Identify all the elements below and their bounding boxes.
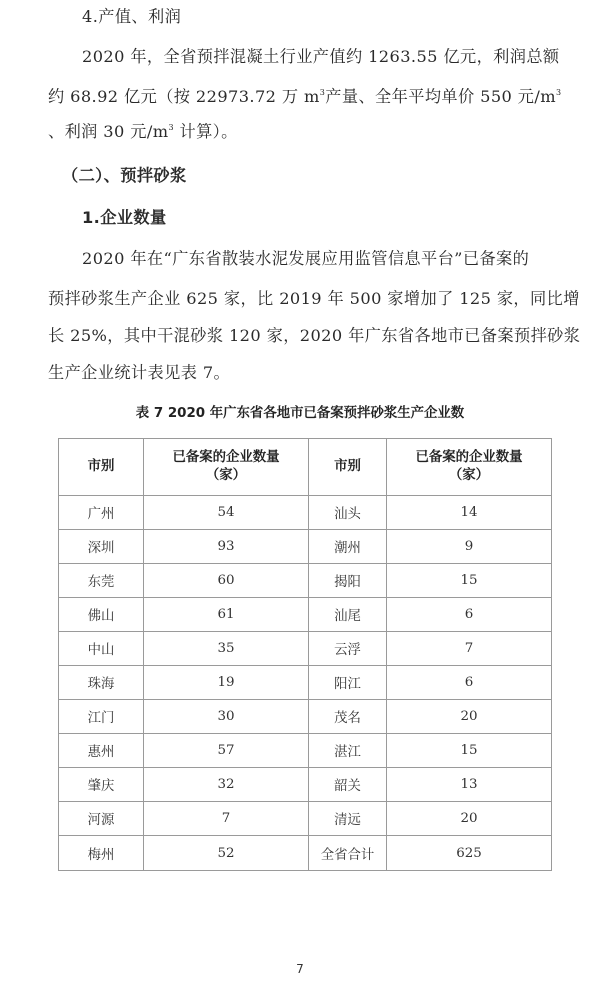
city-cell: 肇庆 [59, 768, 144, 802]
count-cell: 7 [387, 632, 552, 666]
city-cell: 云浮 [309, 632, 387, 666]
total-count-cell: 625 [387, 836, 552, 871]
superscript: 3 [319, 88, 326, 97]
text-fragment: 、利润 30 元/m [48, 122, 169, 141]
superscript: 3 [555, 88, 562, 97]
count-cell: 20 [387, 700, 552, 734]
paragraph-line: 2020 年在“广东省散装水泥发展应用监管信息平台”已备案的 [82, 249, 530, 268]
city-cell: 佛山 [59, 598, 144, 632]
table-row-total [59, 836, 552, 871]
city-cell: 茂名 [309, 700, 387, 734]
section-heading-ready-mixed-mortar: （二）、预拌砂浆 [62, 166, 187, 185]
count-cell: 61 [144, 598, 309, 632]
count-cell: 60 [144, 564, 309, 598]
city-cell: 韶关 [309, 768, 387, 802]
table-row [59, 734, 552, 768]
section-heading-output-profit: 4.产值、利润 [82, 7, 182, 26]
count-cell: 32 [144, 768, 309, 802]
count-cell: 14 [387, 496, 552, 530]
count-cell: 13 [387, 768, 552, 802]
header-line: 已备案的企业数量 [172, 450, 280, 465]
paragraph-line [48, 122, 238, 142]
city-cell: 惠州 [59, 734, 144, 768]
city-cell: 湛江 [309, 734, 387, 768]
count-cell: 20 [387, 802, 552, 836]
column-header-city: 市别 [59, 439, 144, 496]
paragraph-line: 长 25%，其中干混砂浆 120 家，2020 年广东省各地市已备案预拌砂浆 [48, 326, 581, 345]
subsection-heading-enterprise-count: 1.企业数量 [82, 208, 167, 227]
count-cell: 93 [144, 530, 309, 564]
city-cell: 潮州 [309, 530, 387, 564]
city-cell: 汕头 [309, 496, 387, 530]
count-cell: 6 [387, 666, 552, 700]
city-cell: 珠海 [59, 666, 144, 700]
paragraph-line: 生产企业统计表见表 7。 [48, 363, 231, 382]
table-row [59, 768, 552, 802]
enterprise-count-table [58, 438, 552, 871]
count-cell: 7 [144, 802, 309, 836]
table-caption: 表 7 2020 年广东省各地市已备案预拌砂浆生产企业数 [135, 406, 465, 421]
table-header-row [59, 439, 552, 496]
header-line: （家） [205, 468, 247, 483]
count-cell: 30 [144, 700, 309, 734]
city-cell: 深圳 [59, 530, 144, 564]
superscript: 3 [168, 123, 174, 132]
table-row [59, 564, 552, 598]
count-cell: 19 [144, 666, 309, 700]
paragraph-line: 2020 年，全省预拌混凝土行业产值约 1263.55 亿元，利润总额 [82, 47, 560, 66]
table-row [59, 700, 552, 734]
city-cell: 梅州 [59, 836, 144, 871]
city-cell: 东莞 [59, 564, 144, 598]
city-cell: 清远 [309, 802, 387, 836]
city-cell: 揭阳 [309, 564, 387, 598]
count-cell: 52 [144, 836, 309, 871]
city-cell: 中山 [59, 632, 144, 666]
column-header-count [387, 439, 552, 496]
paragraph-line: 预拌砂浆生产企业 625 家，比 2019 年 500 家增加了 125 家，同比增 [48, 289, 580, 308]
count-cell: 9 [387, 530, 552, 564]
table-row [59, 632, 552, 666]
count-cell: 6 [387, 598, 552, 632]
header-line: （家） [448, 468, 490, 483]
page-number: 7 [296, 962, 304, 976]
text-fragment: 约 68.92 亿元（按 22973.72 万 m [48, 87, 320, 106]
count-cell: 15 [387, 734, 552, 768]
table-row [59, 802, 552, 836]
count-cell: 15 [387, 564, 552, 598]
count-cell: 54 [144, 496, 309, 530]
city-cell: 河源 [59, 802, 144, 836]
count-cell: 57 [144, 734, 309, 768]
column-header-city: 市别 [309, 439, 387, 496]
count-cell: 35 [144, 632, 309, 666]
paragraph-line [48, 87, 561, 107]
city-cell: 江门 [59, 700, 144, 734]
table-row [59, 666, 552, 700]
city-cell: 广州 [59, 496, 144, 530]
table-row [59, 530, 552, 564]
table-row [59, 598, 552, 632]
text-fragment: 计算）。 [173, 122, 238, 141]
text-fragment: 产量、全年平均单价 550 元/m [325, 87, 556, 106]
total-label-cell: 全省合计 [309, 836, 387, 871]
table-row [59, 496, 552, 530]
header-line: 已备案的企业数量 [415, 450, 523, 465]
city-cell: 汕尾 [309, 598, 387, 632]
column-header-count [144, 439, 309, 496]
city-cell: 阳江 [309, 666, 387, 700]
